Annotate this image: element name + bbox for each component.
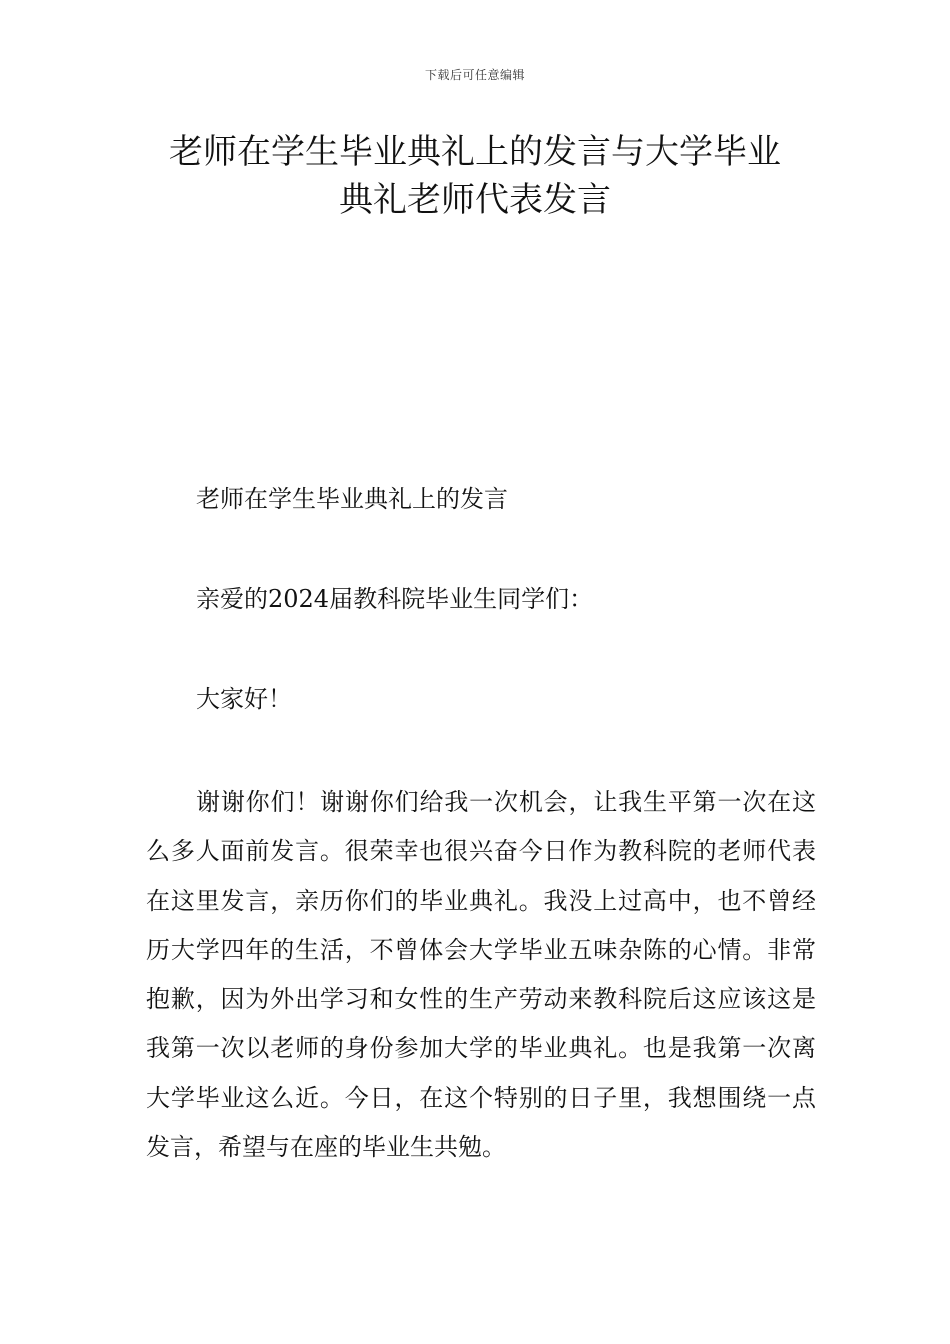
- document-title: [100, 128, 850, 224]
- header-note: 下载后可任意编辑: [424, 68, 525, 82]
- speech-subtitle: 老师在学生毕业典礼上的发言: [196, 485, 508, 513]
- document-title-line-1: 老师在学生毕业典礼上的发言与大学毕业: [169, 132, 781, 172]
- document-title-line-2: 典礼老师代表发言: [339, 180, 611, 220]
- speech-salutation: 亲爱的2024届教科院毕业生同学们：: [196, 585, 594, 613]
- speech-greeting: 大家好！: [196, 685, 292, 713]
- speech-paragraph: 谢谢你们！谢谢你们给我一次机会，让我生平第一次在这么多人面前发言。很荣幸也很兴奋今日作为教科院的老师代表在这里发言，亲历你们的毕业典礼。我没上过高中，也不曾经历大学四年的生活，不曾体会大学毕业五味杂陈的心情。非常抱歉，因为外出学习和女性的生产劳动来教科院后这应该这是我第一次以老师的身份参加大学的毕业典礼。也是我第一次离大学毕业这么近。今日，在这个特别的日子里，我想围绕一点发言，希望与在座的毕业生共勉。: [146, 788, 816, 1162]
